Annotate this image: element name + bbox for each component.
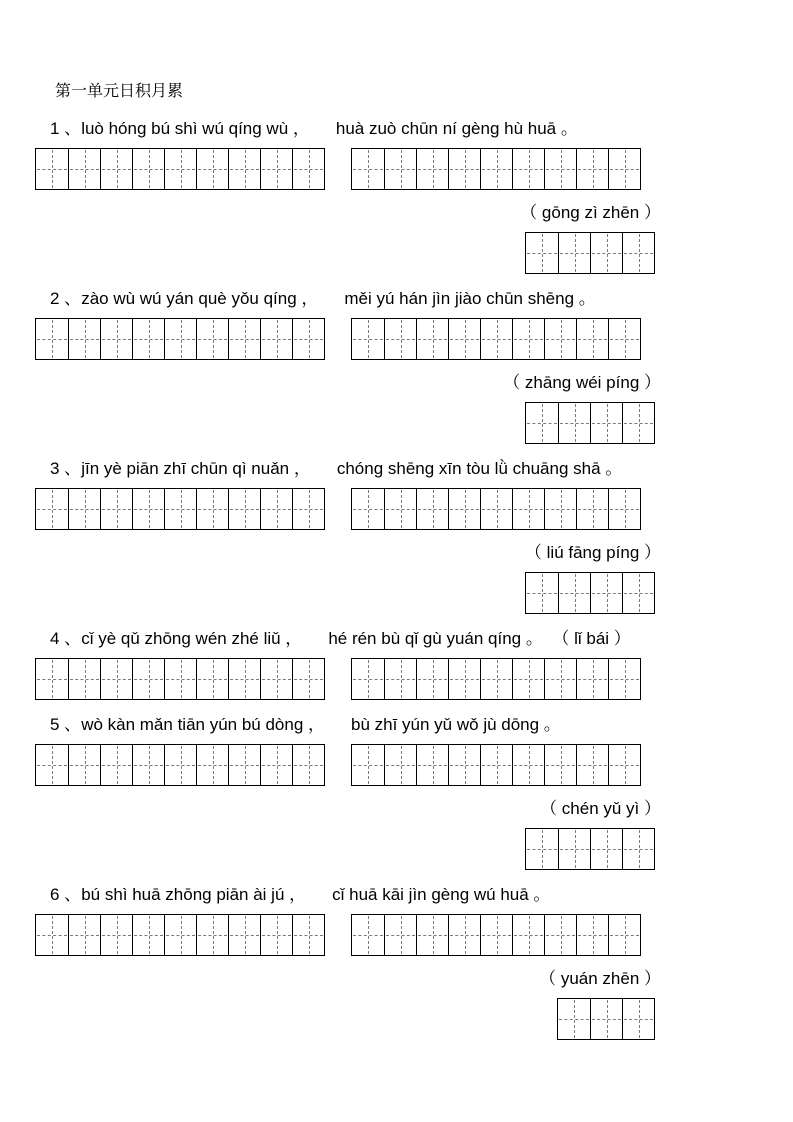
writing-cell [448, 489, 480, 529]
writing-cell [196, 149, 228, 189]
writing-cell [292, 659, 324, 699]
writing-cell [260, 319, 292, 359]
writing-cell [384, 659, 416, 699]
pinyin-second-half: chóng shēng xīn tòu lǜ chuāng shā 。 [336, 459, 623, 478]
writing-cell [352, 149, 384, 189]
writing-grid-right [351, 914, 641, 956]
inline-attribution: （ lǐ bái ） [560, 629, 631, 648]
writing-cell [196, 659, 228, 699]
items-container [0, 118, 793, 1040]
writing-cell [100, 915, 132, 955]
writing-cell [590, 829, 622, 869]
pinyin-second-half: cǐ huā kāi jìn gèng wú huā 。 [332, 885, 551, 904]
writing-cell [132, 319, 164, 359]
writing-cell [512, 149, 544, 189]
attribution-writing-grid [525, 828, 655, 870]
writing-cell [558, 999, 590, 1039]
writing-cell [164, 489, 196, 529]
writing-grid-right [351, 488, 641, 530]
attribution-writing-grid [525, 232, 655, 274]
writing-cell [576, 149, 608, 189]
writing-cell [196, 745, 228, 785]
writing-cell [100, 319, 132, 359]
writing-cell [576, 745, 608, 785]
writing-cell [260, 659, 292, 699]
pinyin-line [50, 628, 793, 649]
writing-cell [590, 403, 622, 443]
writing-cell [512, 745, 544, 785]
writing-cell [352, 659, 384, 699]
writing-grid-left [35, 488, 325, 530]
writing-cell [416, 149, 448, 189]
writing-cell [512, 915, 544, 955]
writing-cell [544, 659, 576, 699]
writing-cell [416, 659, 448, 699]
writing-cell [608, 489, 640, 529]
writing-cell [608, 319, 640, 359]
attribution-text: （ chén yǔ yì ） [540, 799, 661, 818]
writing-cell [36, 489, 68, 529]
writing-cell [68, 745, 100, 785]
writing-cell [384, 745, 416, 785]
item-number: 6 、 [50, 885, 82, 904]
writing-cell [448, 149, 480, 189]
writing-cell [480, 319, 512, 359]
attribution-grid-row [0, 232, 793, 274]
writing-cell [228, 149, 260, 189]
writing-cell [590, 999, 622, 1039]
writing-cell [68, 489, 100, 529]
writing-cell [576, 915, 608, 955]
writing-cell [480, 659, 512, 699]
item-number: 2 、 [50, 289, 82, 308]
writing-cell [558, 573, 590, 613]
attribution-writing-grid [557, 998, 655, 1040]
attribution-line [0, 372, 793, 393]
writing-cell [448, 745, 480, 785]
writing-cell [480, 915, 512, 955]
writing-cell [544, 915, 576, 955]
attribution-writing-grid [525, 402, 655, 444]
writing-grids-row [35, 488, 793, 530]
pinyin-line [50, 458, 793, 479]
writing-cell [292, 915, 324, 955]
writing-cell [526, 403, 558, 443]
pinyin-second-half: hé rén bù qǐ gù yuán qíng 。 [328, 629, 543, 648]
writing-cell [132, 489, 164, 529]
writing-cell [292, 149, 324, 189]
writing-grid-left [35, 658, 325, 700]
pinyin-first-half: cǐ yè qǔ zhōng wén zhé liǔ ， [81, 629, 303, 648]
writing-cell [608, 745, 640, 785]
pinyin-line [50, 714, 793, 735]
writing-cell [416, 745, 448, 785]
writing-cell [544, 149, 576, 189]
writing-cell [590, 233, 622, 273]
attribution-line [0, 542, 793, 563]
attribution-grid-row [0, 402, 793, 444]
writing-grid-right [351, 318, 641, 360]
writing-cell [196, 319, 228, 359]
writing-cell [68, 319, 100, 359]
writing-cell [36, 659, 68, 699]
writing-cell [480, 745, 512, 785]
writing-cell [416, 915, 448, 955]
writing-cell [622, 999, 654, 1039]
writing-cell [228, 659, 260, 699]
writing-cell [622, 233, 654, 273]
writing-cell [196, 489, 228, 529]
writing-cell [352, 319, 384, 359]
writing-cell [512, 489, 544, 529]
writing-cell [132, 745, 164, 785]
exercise-item [0, 884, 793, 1040]
writing-cell [384, 319, 416, 359]
writing-cell [100, 149, 132, 189]
writing-grids-row [35, 318, 793, 360]
writing-cell [260, 489, 292, 529]
writing-cell [512, 319, 544, 359]
writing-cell [68, 149, 100, 189]
exercise-item [0, 288, 793, 444]
writing-cell [36, 149, 68, 189]
pinyin-second-half: bù zhī yún yǔ wǒ jù dōng 。 [351, 715, 561, 734]
attribution-grid-row [0, 998, 793, 1040]
writing-cell [590, 573, 622, 613]
pinyin-second-half: měi yú hán jìn jiào chūn shēng 。 [344, 289, 596, 308]
writing-cell [36, 745, 68, 785]
writing-grids-row [35, 148, 793, 190]
pinyin-second-half: huà zuò chūn ní gèng hù huā 。 [335, 119, 578, 138]
writing-cell [448, 319, 480, 359]
exercise-item [0, 714, 793, 870]
writing-cell [228, 489, 260, 529]
writing-cell [132, 659, 164, 699]
writing-cell [576, 659, 608, 699]
writing-cell [544, 745, 576, 785]
writing-cell [36, 319, 68, 359]
attribution-line [0, 968, 793, 989]
writing-grids-row [35, 744, 793, 786]
writing-cell [608, 659, 640, 699]
writing-grid-left [35, 148, 325, 190]
writing-cell [384, 489, 416, 529]
attribution-line [0, 798, 793, 819]
writing-cell [558, 403, 590, 443]
writing-cell [384, 149, 416, 189]
writing-cell [196, 915, 228, 955]
writing-cell [512, 659, 544, 699]
writing-cell [480, 489, 512, 529]
writing-cell [576, 489, 608, 529]
writing-cell [228, 319, 260, 359]
writing-cell [164, 319, 196, 359]
writing-cell [608, 915, 640, 955]
writing-cell [260, 745, 292, 785]
item-number: 3 、 [50, 459, 82, 478]
writing-cell [480, 149, 512, 189]
writing-cell [526, 829, 558, 869]
writing-cell [448, 915, 480, 955]
writing-grid-right [351, 148, 641, 190]
writing-grid-left [35, 744, 325, 786]
exercise-item [0, 458, 793, 614]
writing-cell [416, 319, 448, 359]
writing-cell [292, 745, 324, 785]
writing-cell [544, 489, 576, 529]
pinyin-first-half: bú shì huā zhōng piān ài jú ， [81, 885, 307, 904]
writing-cell [164, 915, 196, 955]
attribution-text: （ gōng zì zhēn ） [520, 203, 661, 222]
writing-cell [68, 915, 100, 955]
writing-cell [576, 319, 608, 359]
writing-cell [228, 745, 260, 785]
writing-cell [100, 659, 132, 699]
writing-cell [608, 149, 640, 189]
writing-cell [292, 319, 324, 359]
pinyin-first-half: zào wù wú yán què yǒu qíng ， [81, 289, 319, 308]
writing-cell [260, 915, 292, 955]
page-title: 第一单元日积月累 [55, 83, 184, 100]
writing-grid-left [35, 318, 325, 360]
writing-cell [164, 659, 196, 699]
pinyin-first-half: luò hóng bú shì wú qíng wù ， [81, 119, 310, 138]
writing-cell [260, 149, 292, 189]
attribution-text: （ liú fāng píng ） [524, 543, 661, 562]
writing-cell [526, 573, 558, 613]
writing-grids-row [35, 914, 793, 956]
writing-cell [622, 829, 654, 869]
exercise-item [0, 118, 793, 274]
item-number: 4 、 [50, 629, 82, 648]
writing-cell [526, 233, 558, 273]
item-number: 5 、 [50, 715, 82, 734]
writing-cell [558, 829, 590, 869]
attribution-line [0, 202, 793, 223]
attribution-text: （ zhāng wéi píng ） [503, 373, 661, 392]
pinyin-first-half: wò kàn mǎn tiān yún bú dòng ， [81, 715, 326, 734]
writing-cell [100, 745, 132, 785]
writing-cell [164, 149, 196, 189]
attribution-text: （ yuán zhēn ） [539, 969, 661, 988]
pinyin-line [50, 288, 793, 309]
pinyin-first-half: jīn yè piān zhī chūn qì nuǎn ， [81, 459, 311, 478]
writing-cell [558, 233, 590, 273]
writing-cell [384, 915, 416, 955]
writing-cell [544, 319, 576, 359]
writing-cell [416, 489, 448, 529]
exercise-item [0, 628, 793, 700]
writing-cell [164, 745, 196, 785]
writing-cell [352, 915, 384, 955]
writing-cell [622, 573, 654, 613]
writing-cell [100, 489, 132, 529]
attribution-grid-row [0, 572, 793, 614]
item-number: 1 、 [50, 119, 82, 138]
writing-cell [228, 915, 260, 955]
writing-cell [448, 659, 480, 699]
pinyin-line [50, 118, 793, 139]
writing-cell [36, 915, 68, 955]
writing-grid-left [35, 914, 325, 956]
attribution-writing-grid [525, 572, 655, 614]
pinyin-line [50, 884, 793, 905]
writing-cell [352, 489, 384, 529]
writing-grid-right [351, 658, 641, 700]
writing-grid-right [351, 744, 641, 786]
writing-cell [292, 489, 324, 529]
writing-cell [132, 149, 164, 189]
writing-cell [132, 915, 164, 955]
writing-cell [68, 659, 100, 699]
writing-grids-row [35, 658, 793, 700]
writing-cell [622, 403, 654, 443]
attribution-grid-row [0, 828, 793, 870]
writing-cell [352, 745, 384, 785]
